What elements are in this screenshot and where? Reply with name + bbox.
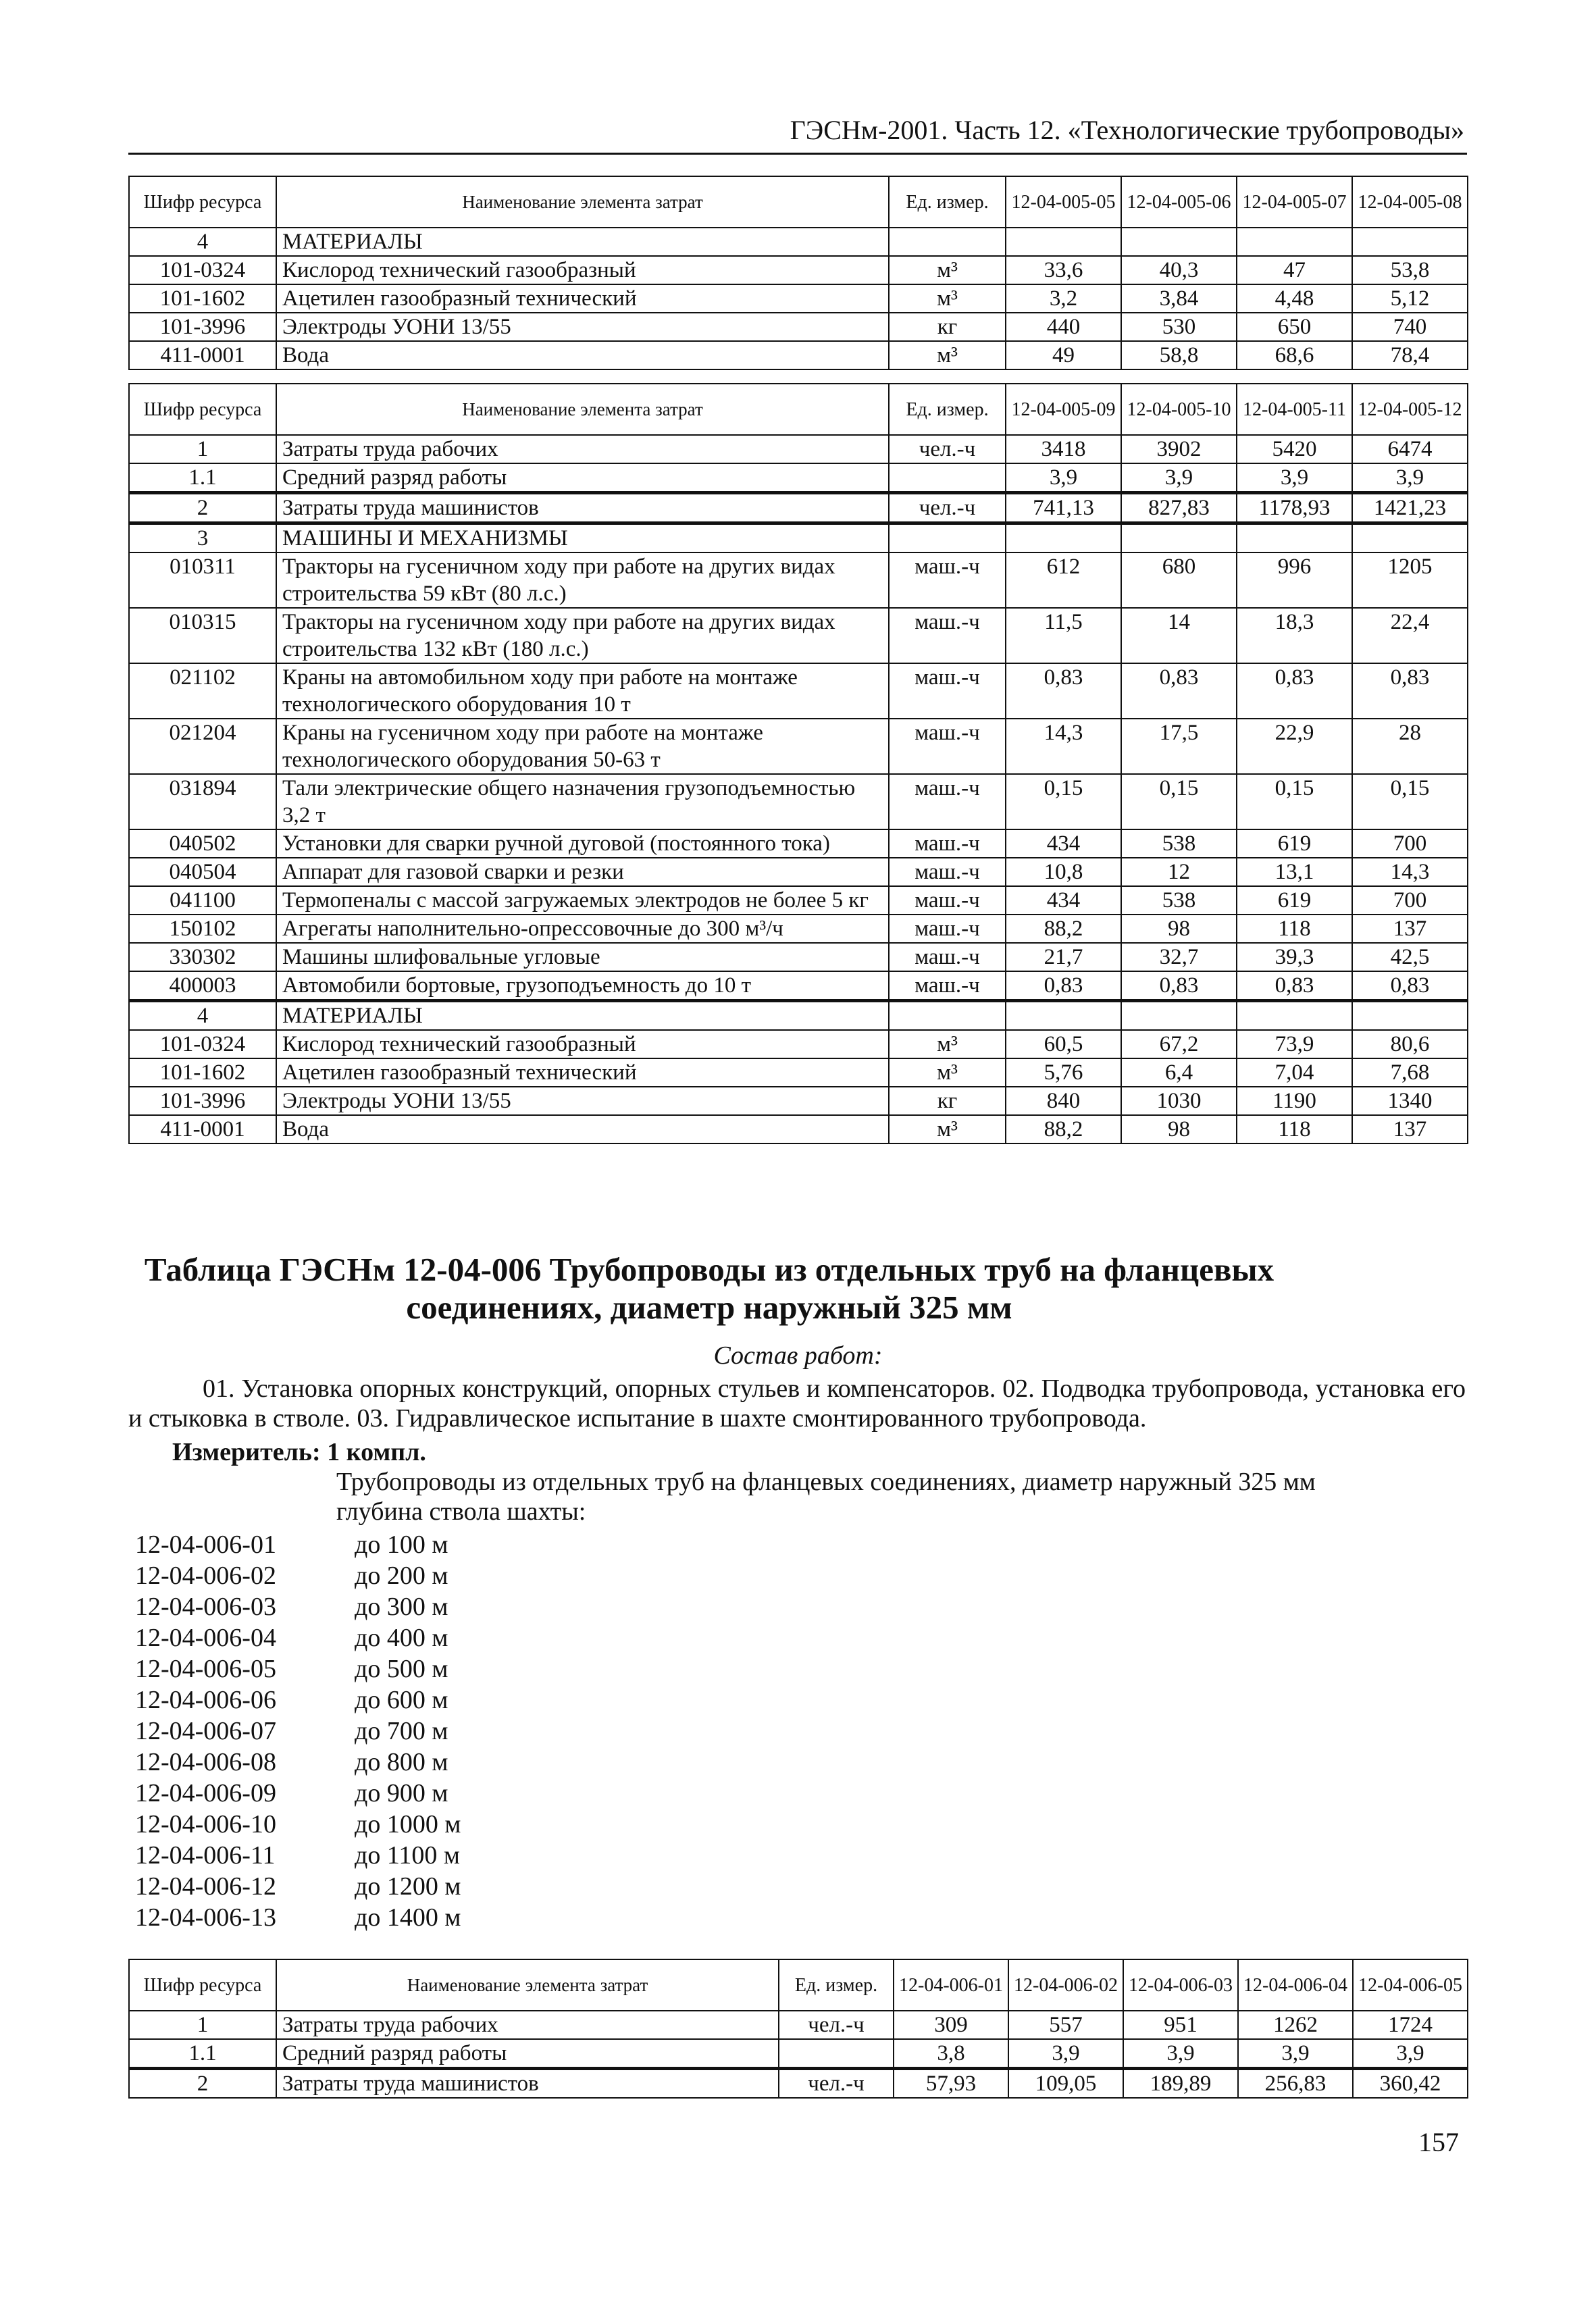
col-header-unit: Ед. измер. <box>889 384 1006 435</box>
rate-value: 28 <box>1352 719 1468 774</box>
col-header-rate: 12-04-005-08 <box>1352 176 1468 228</box>
table-row <box>129 284 1468 313</box>
resource-name: Тали электрические общего назначения грузоподъемностью 3,2 т <box>276 774 889 829</box>
resource-unit: маш.-ч <box>889 552 1006 608</box>
resource-name: Аппарат для газовой сварки и резки <box>276 858 889 886</box>
resource-name: Электроды УОНИ 13/55 <box>276 313 889 341</box>
rate-value: 40,3 <box>1121 256 1237 284</box>
resource-code: 021102 <box>129 663 276 719</box>
table-row <box>129 829 1468 858</box>
rate-value: 42,5 <box>1352 943 1468 971</box>
table-row <box>129 2011 1468 2039</box>
col-header-name: Наименование элемента затрат <box>276 176 889 228</box>
rate-value: 58,8 <box>1121 341 1237 369</box>
col-header-rate: 12-04-005-09 <box>1006 384 1121 435</box>
section-number: 4 <box>129 228 276 256</box>
resource-code: 010315 <box>129 608 276 663</box>
rate-value: 3,9 <box>1121 463 1237 493</box>
rate-value: 80,6 <box>1352 1030 1468 1058</box>
col-header-unit: Ед. измер. <box>889 176 1006 228</box>
measure-label: Измеритель: 1 компл. <box>172 1438 426 1466</box>
rate-value: 827,83 <box>1121 493 1237 523</box>
description-line-1: Трубопроводы из отдельных труб на фланцевых соединениях, диаметр наружный 325 мм <box>336 1468 1316 1496</box>
col-header-code: Шифр ресурса <box>129 384 276 435</box>
rate-value: 1724 <box>1353 2011 1468 2039</box>
rate-value: 3,9 <box>1123 2039 1238 2069</box>
resource-name: Агрегаты наполнительно-опрессовочные до 300 м³/ч <box>276 915 889 943</box>
resource-name: Затраты труда рабочих <box>276 2011 779 2039</box>
section-number: 3 <box>129 523 276 553</box>
resource-code: 411-0001 <box>129 341 276 369</box>
rate-value: 67,2 <box>1121 1030 1237 1058</box>
resource-table-1 <box>128 176 1468 370</box>
resource-table-3 <box>128 1959 1468 2099</box>
rate-value: 840 <box>1006 1087 1121 1115</box>
rate-value: 32,7 <box>1121 943 1237 971</box>
item-code: 12-04-006-07 <box>135 1717 276 1745</box>
table-row <box>129 858 1468 886</box>
resource-code: 021204 <box>129 719 276 774</box>
table-row <box>129 1058 1468 1087</box>
rate-value: 0,83 <box>1352 971 1468 1001</box>
resource-name: Вода <box>276 1115 889 1143</box>
rate-value: 39,3 <box>1237 943 1352 971</box>
rate-value: 538 <box>1121 829 1237 858</box>
table-row <box>129 608 1468 663</box>
col-header-unit: Ед. измер. <box>779 1959 894 2011</box>
resource-unit: чел.-ч <box>889 435 1006 463</box>
rate-value: 22,4 <box>1352 608 1468 663</box>
rate-value: 256,83 <box>1238 2069 1353 2099</box>
table-row <box>129 971 1468 1001</box>
table-row <box>129 886 1468 915</box>
section-row <box>129 228 1468 256</box>
table-row <box>129 463 1468 493</box>
resource-name: Затраты труда машинистов <box>276 2069 779 2099</box>
resource-unit: маш.-ч <box>889 774 1006 829</box>
resource-unit <box>779 2039 894 2069</box>
rate-value: 3,9 <box>1006 463 1121 493</box>
rate-value: 0,83 <box>1352 663 1468 719</box>
rate-value: 309 <box>894 2011 1008 2039</box>
rate-value: 98 <box>1121 915 1237 943</box>
table-row <box>129 663 1468 719</box>
rate-value: 12 <box>1121 858 1237 886</box>
col-header-rate: 12-04-005-06 <box>1121 176 1237 228</box>
resource-name: Средний разряд работы <box>276 463 889 493</box>
rate-value: 700 <box>1352 886 1468 915</box>
rate-value: 3,9 <box>1237 463 1352 493</box>
resource-name: Ацетилен газообразный технический <box>276 1058 889 1087</box>
rate-value: 951 <box>1123 2011 1238 2039</box>
col-header-code: Шифр ресурса <box>129 1959 276 2011</box>
resource-name: Термопеналы с массой загружаемых электродов не более 5 кг <box>276 886 889 915</box>
rate-value: 0,83 <box>1006 663 1121 719</box>
resource-unit: маш.-ч <box>889 971 1006 1001</box>
item-depth: до 100 м <box>355 1531 448 1559</box>
rate-value: 4,48 <box>1237 284 1352 313</box>
resource-code: 150102 <box>129 915 276 943</box>
resource-unit: маш.-ч <box>889 886 1006 915</box>
col-header-name: Наименование элемента затрат <box>276 1959 779 2011</box>
rate-value: 189,89 <box>1123 2069 1238 2099</box>
resource-code: 101-3996 <box>129 313 276 341</box>
rate-value: 3,2 <box>1006 284 1121 313</box>
item-code: 12-04-006-03 <box>135 1593 276 1621</box>
table-row <box>129 341 1468 369</box>
item-code: 12-04-006-06 <box>135 1686 276 1714</box>
resource-unit: маш.-ч <box>889 608 1006 663</box>
resource-unit: м³ <box>889 1030 1006 1058</box>
item-depth: до 400 м <box>355 1624 448 1652</box>
running-title: ГЭСНм-2001. Часть 12. «Технологические трубопроводы» <box>790 115 1464 145</box>
table-row <box>129 435 1468 463</box>
composition-label: Состав работ: <box>713 1341 883 1370</box>
resource-unit: маш.-ч <box>889 915 1006 943</box>
section-title: МАТЕРИАЛЫ <box>276 1001 889 1031</box>
rate-value: 11,5 <box>1006 608 1121 663</box>
rate-value: 53,8 <box>1352 256 1468 284</box>
table-row <box>129 552 1468 608</box>
item-code: 12-04-006-02 <box>135 1562 276 1590</box>
resource-code: 1.1 <box>129 463 276 493</box>
item-depth: до 800 м <box>355 1748 448 1776</box>
resource-code: 2 <box>129 2069 276 2099</box>
rate-value: 78,4 <box>1352 341 1468 369</box>
resource-name: Тракторы на гусеничном ходу при работе на других видах строительства 132 кВт (180 л.с.) <box>276 608 889 663</box>
resource-name: Кислород технический газообразный <box>276 256 889 284</box>
rate-value: 118 <box>1237 915 1352 943</box>
resource-name: Машины шлифовальные угловые <box>276 943 889 971</box>
table-row <box>129 313 1468 341</box>
rate-value: 680 <box>1121 552 1237 608</box>
resource-code: 031894 <box>129 774 276 829</box>
resource-code: 2 <box>129 493 276 523</box>
resource-name: Кислород технический газообразный <box>276 1030 889 1058</box>
resource-name: Ацетилен газообразный технический <box>276 284 889 313</box>
resource-name: Затраты труда машинистов <box>276 493 889 523</box>
resource-unit: маш.-ч <box>889 829 1006 858</box>
resource-code: 101-1602 <box>129 284 276 313</box>
rate-value: 6474 <box>1352 435 1468 463</box>
rate-value: 612 <box>1006 552 1121 608</box>
rate-value: 5420 <box>1237 435 1352 463</box>
rate-value: 17,5 <box>1121 719 1237 774</box>
resource-name: Краны на автомобильном ходу при работе на монтаже технологического оборудования 10 т <box>276 663 889 719</box>
item-depth: до 1000 м <box>355 1810 461 1839</box>
table-row <box>129 256 1468 284</box>
item-code: 12-04-006-04 <box>135 1624 276 1652</box>
resource-unit: чел.-ч <box>889 493 1006 523</box>
item-depth: до 900 м <box>355 1779 448 1807</box>
rate-value: 118 <box>1237 1115 1352 1143</box>
page-number: 157 <box>1418 2127 1459 2157</box>
rate-value: 650 <box>1237 313 1352 341</box>
item-depth: до 1400 м <box>355 1903 461 1932</box>
resource-name: Электроды УОНИ 13/55 <box>276 1087 889 1115</box>
rate-value: 60,5 <box>1006 1030 1121 1058</box>
rate-value: 1421,23 <box>1352 493 1468 523</box>
rate-value: 0,83 <box>1121 971 1237 1001</box>
rate-value: 3418 <box>1006 435 1121 463</box>
rate-value: 3,9 <box>1352 463 1468 493</box>
section-row <box>129 523 1468 553</box>
item-depth: до 1200 м <box>355 1872 461 1901</box>
col-header-name: Наименование элемента затрат <box>276 384 889 435</box>
resource-code: 1 <box>129 2011 276 2039</box>
resource-unit: м³ <box>889 1115 1006 1143</box>
item-code: 12-04-006-10 <box>135 1810 276 1839</box>
col-header-rate: 12-04-006-03 <box>1123 1959 1238 2011</box>
resource-unit: маш.-ч <box>889 663 1006 719</box>
item-depth: до 700 м <box>355 1717 448 1745</box>
resource-code: 010311 <box>129 552 276 608</box>
resource-name: Тракторы на гусеничном ходу при работе на других видах строительства 59 кВт (80 л.с.) <box>276 552 889 608</box>
rate-value: 6,4 <box>1121 1058 1237 1087</box>
rate-value: 14,3 <box>1006 719 1121 774</box>
rate-value: 538 <box>1121 886 1237 915</box>
resource-unit: кг <box>889 1087 1006 1115</box>
composition-text: 01. Установка опорных конструкций, опорных стульев и компенсаторов. 02. Подводка трубопровода, установка его и стыковка в стволе. 03. Гидравлическое испытание в шахте смонтированного трубопровода. <box>128 1374 1466 1433</box>
rate-value: 440 <box>1006 313 1121 341</box>
item-code: 12-04-006-08 <box>135 1748 276 1776</box>
resource-code: 101-0324 <box>129 256 276 284</box>
rate-value: 73,9 <box>1237 1030 1352 1058</box>
item-depth: до 1100 м <box>355 1841 460 1870</box>
section-title: МАШИНЫ И МЕХАНИЗМЫ <box>276 523 889 553</box>
resource-unit: маш.-ч <box>889 943 1006 971</box>
rate-value: 3,8 <box>894 2039 1008 2069</box>
rate-value: 57,93 <box>894 2069 1008 2099</box>
resource-code: 040504 <box>129 858 276 886</box>
resource-table-2 <box>128 383 1468 1144</box>
item-depth: до 500 м <box>355 1655 448 1683</box>
resource-code: 411-0001 <box>129 1115 276 1143</box>
resource-unit: маш.-ч <box>889 719 1006 774</box>
rate-value: 109,05 <box>1008 2069 1123 2099</box>
rate-value: 1340 <box>1352 1087 1468 1115</box>
table-row <box>129 719 1468 774</box>
resource-unit: кг <box>889 313 1006 341</box>
rate-value: 5,76 <box>1006 1058 1121 1087</box>
col-header-rate: 12-04-006-04 <box>1238 1959 1353 2011</box>
table-title-line-2: соединениях, диаметр наружный 325 мм <box>406 1289 1012 1326</box>
resource-code: 101-0324 <box>129 1030 276 1058</box>
rate-value: 68,6 <box>1237 341 1352 369</box>
rate-value: 3,9 <box>1008 2039 1123 2069</box>
rate-value: 0,83 <box>1121 663 1237 719</box>
resource-name: Установки для сварки ручной дуговой (постоянного тока) <box>276 829 889 858</box>
rate-value: 88,2 <box>1006 915 1121 943</box>
resource-unit: маш.-ч <box>889 858 1006 886</box>
rate-value: 0,15 <box>1121 774 1237 829</box>
rate-value: 700 <box>1352 829 1468 858</box>
table-row <box>129 493 1468 523</box>
rate-value: 49 <box>1006 341 1121 369</box>
rate-value: 1205 <box>1352 552 1468 608</box>
resource-code: 040502 <box>129 829 276 858</box>
table-row <box>129 1115 1468 1143</box>
resource-code: 041100 <box>129 886 276 915</box>
item-depth: до 200 м <box>355 1562 448 1590</box>
rate-value: 7,68 <box>1352 1058 1468 1087</box>
rate-value: 5,12 <box>1352 284 1468 313</box>
resource-unit: чел.-ч <box>779 2069 894 2099</box>
rate-value: 0,83 <box>1237 663 1352 719</box>
rate-value: 740 <box>1352 313 1468 341</box>
rate-value: 7,04 <box>1237 1058 1352 1087</box>
item-code: 12-04-006-12 <box>135 1872 276 1901</box>
rate-value: 1030 <box>1121 1087 1237 1115</box>
col-header-rate: 12-04-006-05 <box>1353 1959 1468 2011</box>
running-header <box>128 115 1467 155</box>
rate-value: 14 <box>1121 608 1237 663</box>
resource-code: 101-3996 <box>129 1087 276 1115</box>
col-header-rate: 12-04-005-07 <box>1237 176 1352 228</box>
item-depth: до 300 м <box>355 1593 448 1621</box>
table-row <box>129 2069 1468 2099</box>
table-row <box>129 915 1468 943</box>
rate-value: 0,15 <box>1352 774 1468 829</box>
rate-value: 3,84 <box>1121 284 1237 313</box>
rate-value: 360,42 <box>1353 2069 1468 2099</box>
rate-value: 137 <box>1352 915 1468 943</box>
table-row <box>129 2039 1468 2069</box>
resource-code: 101-1602 <box>129 1058 276 1087</box>
item-code: 12-04-006-09 <box>135 1779 276 1807</box>
rate-value: 33,6 <box>1006 256 1121 284</box>
rate-value: 434 <box>1006 886 1121 915</box>
rate-value: 10,8 <box>1006 858 1121 886</box>
resource-unit: м³ <box>889 341 1006 369</box>
rate-value: 18,3 <box>1237 608 1352 663</box>
rate-value: 88,2 <box>1006 1115 1121 1143</box>
rate-value: 98 <box>1121 1115 1237 1143</box>
item-code: 12-04-006-11 <box>135 1841 276 1870</box>
table-title-line-1: Таблица ГЭСНм 12-04-006 Трубопроводы из отдельных труб на фланцевых <box>144 1251 1275 1288</box>
rate-value: 3,9 <box>1353 2039 1468 2069</box>
col-header-rate: 12-04-005-10 <box>1121 384 1237 435</box>
rate-value: 0,83 <box>1006 971 1121 1001</box>
col-header-rate: 12-04-005-05 <box>1006 176 1121 228</box>
item-code: 12-04-006-01 <box>135 1531 276 1559</box>
rate-value: 14,3 <box>1352 858 1468 886</box>
resource-unit: м³ <box>889 1058 1006 1087</box>
item-depth: до 600 м <box>355 1686 448 1714</box>
rate-value: 3902 <box>1121 435 1237 463</box>
rate-value: 434 <box>1006 829 1121 858</box>
section-row <box>129 1001 1468 1031</box>
section-title: МАТЕРИАЛЫ <box>276 228 889 256</box>
resource-unit <box>889 463 1006 493</box>
rate-value: 0,15 <box>1006 774 1121 829</box>
resource-unit: чел.-ч <box>779 2011 894 2039</box>
item-code: 12-04-006-13 <box>135 1903 276 1932</box>
rate-value: 619 <box>1237 829 1352 858</box>
rate-value: 0,15 <box>1237 774 1352 829</box>
col-header-code: Шифр ресурса <box>129 176 276 228</box>
rate-value: 22,9 <box>1237 719 1352 774</box>
description-line-2: глубина ствола шахты: <box>336 1497 586 1526</box>
rate-value: 741,13 <box>1006 493 1121 523</box>
table-row <box>129 1087 1468 1115</box>
table-row <box>129 1030 1468 1058</box>
resource-name: Затраты труда рабочих <box>276 435 889 463</box>
table-row <box>129 774 1468 829</box>
rate-value: 1190 <box>1237 1087 1352 1115</box>
resource-name: Средний разряд работы <box>276 2039 779 2069</box>
rate-value: 1262 <box>1238 2011 1353 2039</box>
rate-value: 13,1 <box>1237 858 1352 886</box>
rate-value: 3,9 <box>1238 2039 1353 2069</box>
resource-code: 330302 <box>129 943 276 971</box>
rate-value: 21,7 <box>1006 943 1121 971</box>
table-row <box>129 943 1468 971</box>
resource-code: 1 <box>129 435 276 463</box>
resource-code: 400003 <box>129 971 276 1001</box>
item-code: 12-04-006-05 <box>135 1655 276 1683</box>
col-header-rate: 12-04-005-12 <box>1352 384 1468 435</box>
resource-code: 1.1 <box>129 2039 276 2069</box>
col-header-rate: 12-04-006-01 <box>894 1959 1008 2011</box>
rate-value: 619 <box>1237 886 1352 915</box>
rate-value: 137 <box>1352 1115 1468 1143</box>
resource-unit: м³ <box>889 256 1006 284</box>
rate-value: 0,83 <box>1237 971 1352 1001</box>
rate-value: 530 <box>1121 313 1237 341</box>
resource-name: Автомобили бортовые, грузоподъемность до 10 т <box>276 971 889 1001</box>
section-number: 4 <box>129 1001 276 1031</box>
resource-unit: м³ <box>889 284 1006 313</box>
rate-value: 996 <box>1237 552 1352 608</box>
col-header-rate: 12-04-006-02 <box>1008 1959 1123 2011</box>
rate-value: 557 <box>1008 2011 1123 2039</box>
resource-name: Вода <box>276 341 889 369</box>
resource-name: Краны на гусеничном ходу при работе на монтаже технологического оборудования 50-63 т <box>276 719 889 774</box>
col-header-rate: 12-04-005-11 <box>1237 384 1352 435</box>
rate-value: 1178,93 <box>1237 493 1352 523</box>
rate-value: 47 <box>1237 256 1352 284</box>
